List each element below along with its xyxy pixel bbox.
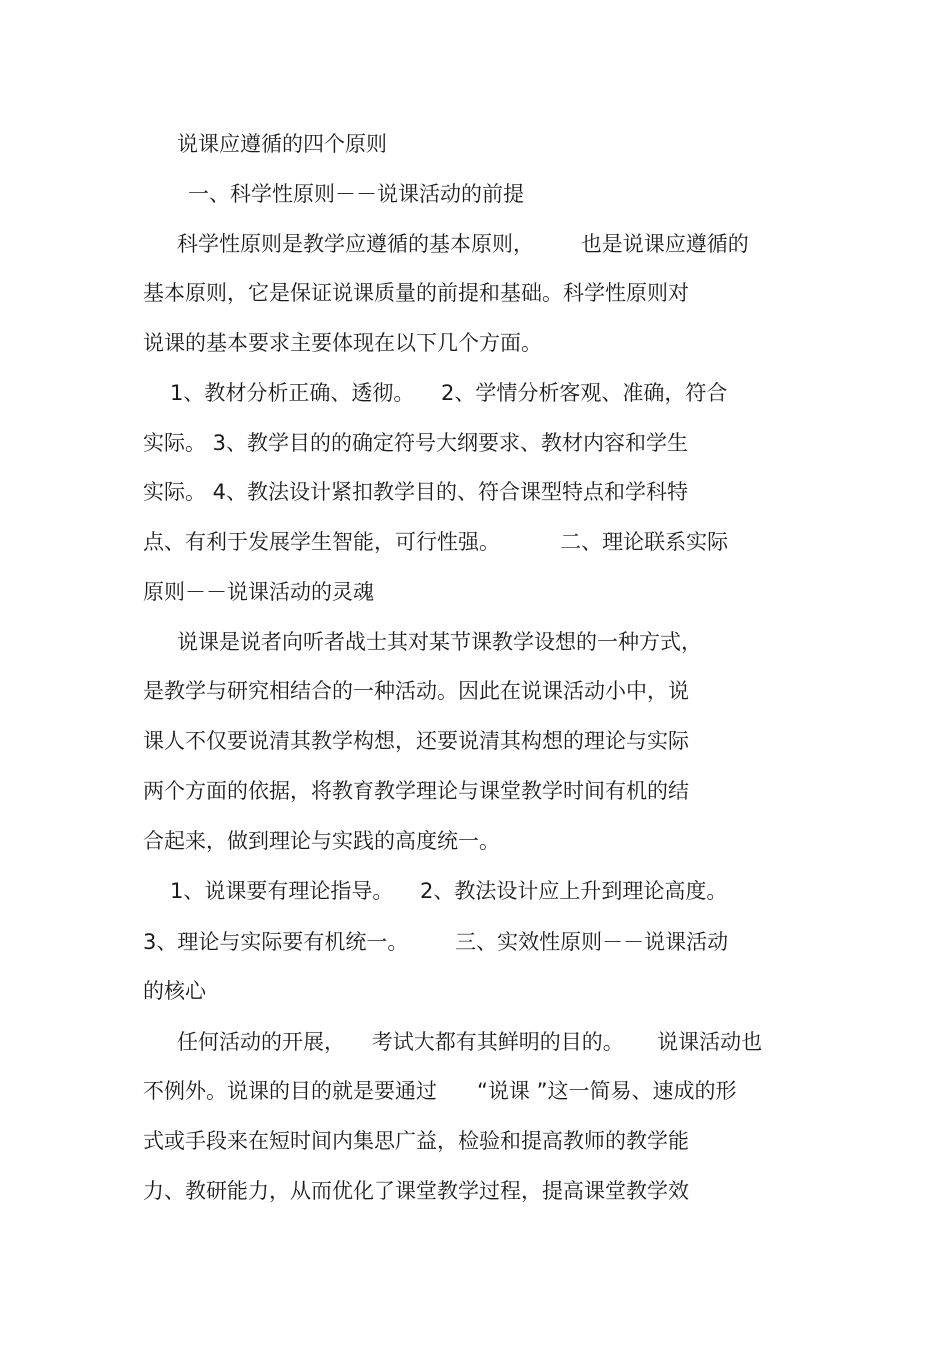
paragraph-line: 1、说课要有理论指导。 2、教法设计应上升到理论高度。 (170, 879, 728, 903)
paragraph-line: 原则－－说课活动的灵魂 (143, 580, 374, 604)
paragraph-line: 式或手段来在短时间内集思广益，检验和提高教师的教学能 (143, 1129, 689, 1153)
paragraph-line: 实际。 3、教学目的的确定符号大纲要求、教材内容和学生 (143, 431, 689, 455)
paragraph-line: 任何活动的开展， 考试大都有其鲜明的目的。 说课活动也 (177, 1030, 763, 1054)
document-title: 说课应遵循的四个原则 (177, 132, 387, 156)
paragraph-line: 实际。 4、教法设计紧扣教学目的、符合课型特点和学科特 (143, 480, 689, 504)
paragraph-line: 3、理论与实际要有机统一。 三、实效性原则－－说课活动 (143, 930, 729, 954)
paragraph-line: 1、教材分析正确、透彻。 2、学情分析客观、准确，符合 (170, 381, 728, 405)
paragraph-line: 说课是说者向听者战士其对某节课教学设想的一种方式， (177, 630, 702, 654)
paragraph-line: 两个方面的依据，将教育教学理论与课堂教学时间有机的结 (143, 779, 689, 803)
paragraph-line: 合起来，做到理论与实践的高度统一。 (143, 829, 500, 853)
paragraph-line: 基本原则，它是保证说课质量的前提和基础。科学性原则对 (143, 281, 689, 305)
section-heading-1: 一、科学性原则－－说课活动的前提 (188, 182, 524, 206)
paragraph-line: 力、教研能力，从而优化了课堂教学过程，提高课堂教学效 (143, 1179, 689, 1203)
paragraph-line: 说课的基本要求主要体现在以下几个方面。 (143, 331, 542, 355)
paragraph-line: 的核心 (143, 979, 206, 1003)
paragraph-line: 点、有利于发展学生智能，可行性强。 二、理论联系实际 (143, 530, 729, 554)
paragraph-line: 是教学与研究相结合的一种活动。因此在说课活动小中，说 (143, 679, 689, 703)
paragraph-line: 不例外。说课的目的就是要通过 “说课 ”这一简易、速成的形 (143, 1079, 737, 1103)
paragraph-line: 科学性原则是教学应遵循的基本原则， 也是说课应遵循的 (177, 232, 749, 256)
paragraph-line: 课人不仅要说清其教学构想，还要说清其构想的理论与实际 (143, 729, 689, 753)
